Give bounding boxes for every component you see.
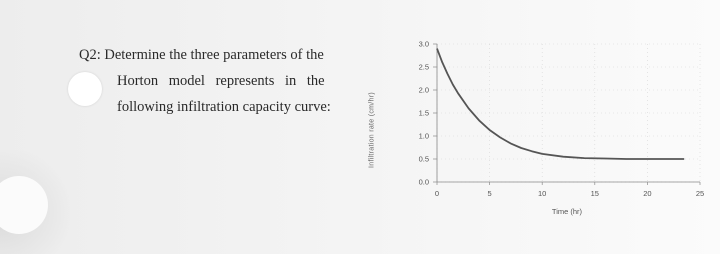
y-tick-label-3: 1.5 bbox=[418, 108, 429, 118]
y-tick-label-0: 0.0 bbox=[418, 177, 429, 187]
x-tick-label-4: 20 bbox=[643, 189, 652, 198]
x-tick-label-1: 5 bbox=[487, 189, 492, 198]
question-line-3: following infiltration capacity curve: bbox=[117, 99, 331, 115]
y-tick-label-6: 3.0 bbox=[418, 39, 429, 49]
x-tick-label-2: 10 bbox=[538, 189, 547, 198]
y-tick-label-1: 0.5 bbox=[418, 154, 429, 164]
series-line-0 bbox=[437, 49, 684, 159]
series bbox=[437, 49, 684, 159]
x-axis-label: Time (hr) bbox=[551, 207, 583, 216]
y-axis-label: Infiltration rate (cm/hr) bbox=[368, 92, 376, 168]
tick-labels bbox=[419, 40, 705, 199]
y-tick-label-2: 1.0 bbox=[418, 131, 429, 141]
y-tick-label-5: 2.5 bbox=[418, 62, 429, 72]
question-line-2: Horton model represents in the bbox=[117, 73, 325, 89]
y-tick-label-4: 2.0 bbox=[418, 85, 429, 95]
x-tick-label-0: 0 bbox=[434, 189, 440, 198]
grid-lines bbox=[437, 44, 700, 182]
question-line-1: Q2: Determine the three parameters of the bbox=[79, 47, 324, 63]
x-tick-label-3: 15 bbox=[590, 189, 599, 198]
x-tick-label-5: 25 bbox=[695, 189, 705, 198]
